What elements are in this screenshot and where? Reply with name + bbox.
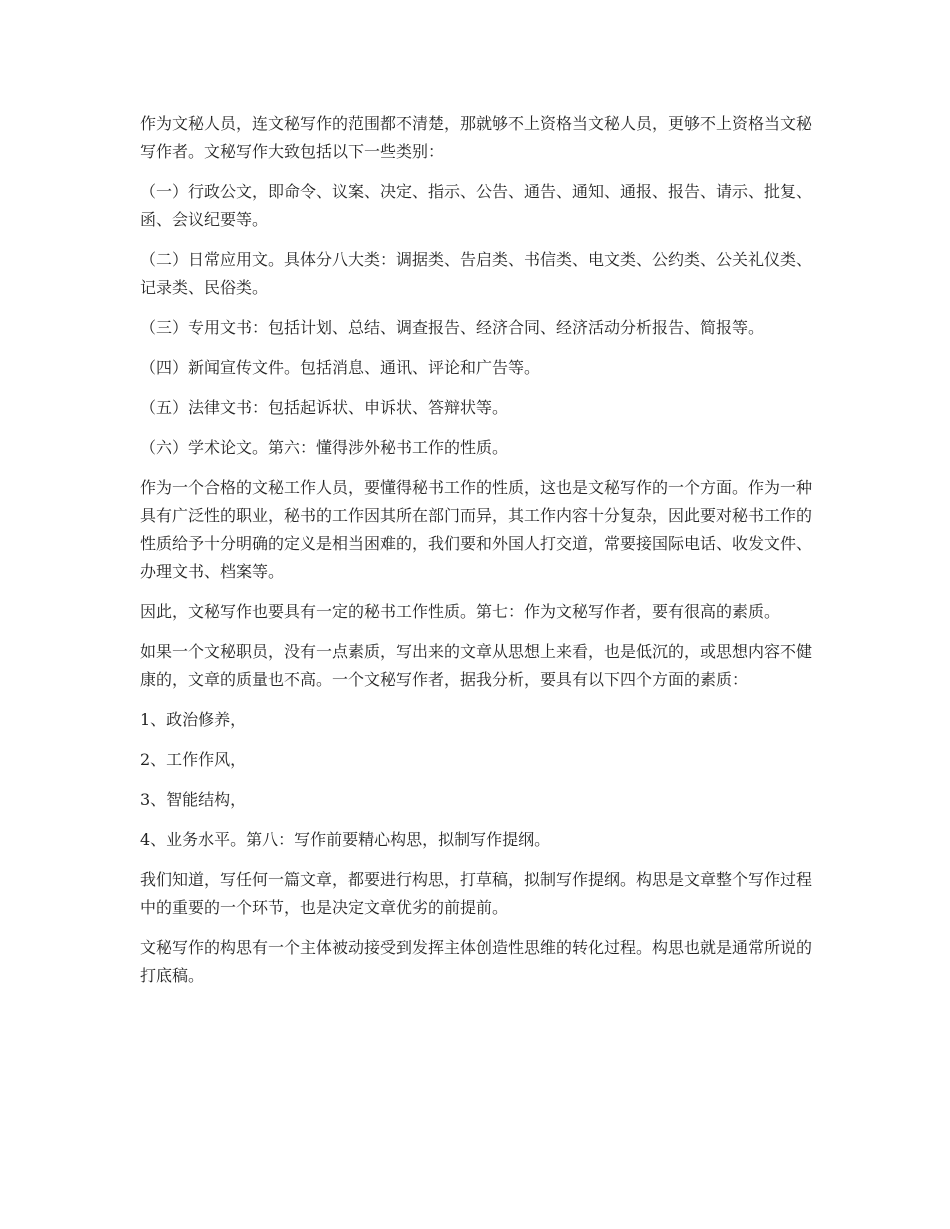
list-item-quality-2: 2、工作作风， (140, 750, 247, 769)
paragraph-qualities: 如果一个文秘职员，没有一点素质，写出来的文章从思想上来看，也是低沉的，或思想内容不健康的，文章的质量也不高。一个文秘写作者，据我分析，要具有以下四个方面的素质： (140, 642, 813, 689)
paragraph-category-4: （四）新闻宣传文件。包括消息、通讯、评论和广告等。 (140, 358, 541, 377)
paragraph-secretary-nature: 作为一个合格的文秘工作人员，要懂得秘书工作的性质，这也是文秘写作的一个方面。作为一种具有广泛性的职业，秘书的工作因其所在部门而异，其工作内容十分复杂，因此要对秘书工作的性质给予十分明确的定义是相当困难的，我们要和外国人打交道，常要接国际电话、收发文件、办理文书、档案等。 (140, 478, 813, 581)
paragraph-category-1: （一）行政公文，即命令、议案、决定、指示、公告、通告、通知、通报、报告、请示、批复、函、会议纪要等。 (140, 182, 813, 229)
paragraph-draft: 文秘写作的构思有一个主体被动接受到发挥主体创造性思维的转化过程。构思也就是通常所说的打底稿。 (140, 938, 813, 985)
paragraph-category-2: （二）日常应用文。具体分八大类：调据类、告启类、书信类、电文类、公约类、公关礼仪类、记录类、民俗类。 (140, 250, 813, 297)
list-item-quality-4: 4、业务水平。第八：写作前要精心构思，拟制写作提纲。 (140, 830, 551, 849)
paragraph-category-3: （三）专用文书：包括计划、总结、调查报告、经济合同、经济活动分析报告、简报等。 (140, 318, 765, 337)
paragraph-category-6: （六）学术论文。第六：懂得涉外秘书工作的性质。 (140, 438, 509, 457)
list-item-quality-1: 1、政治修养， (140, 710, 247, 729)
paragraph-conception: 我们知道，写任何一篇文章，都要进行构思，打草稿，拟制写作提纲。构思是文章整个写作过程中的重要的一个环节，也是决定文章优劣的前提前。 (140, 870, 813, 917)
paragraph-intro: 作为文秘人员，连文秘写作的范围都不清楚，那就够不上资格当文秘人员，更够不上资格当文秘写作者。文秘写作大致包括以下一些类别： (140, 114, 813, 161)
paragraph-therefore: 因此，文秘写作也要具有一定的秘书工作性质。第七：作为文秘写作者，要有很高的素质。 (140, 602, 781, 621)
list-item-quality-3: 3、智能结构， (140, 790, 247, 809)
paragraph-category-5: （五）法律文书：包括起诉状、申诉状、答辩状等。 (140, 398, 509, 417)
document-body (140, 110, 812, 1002)
